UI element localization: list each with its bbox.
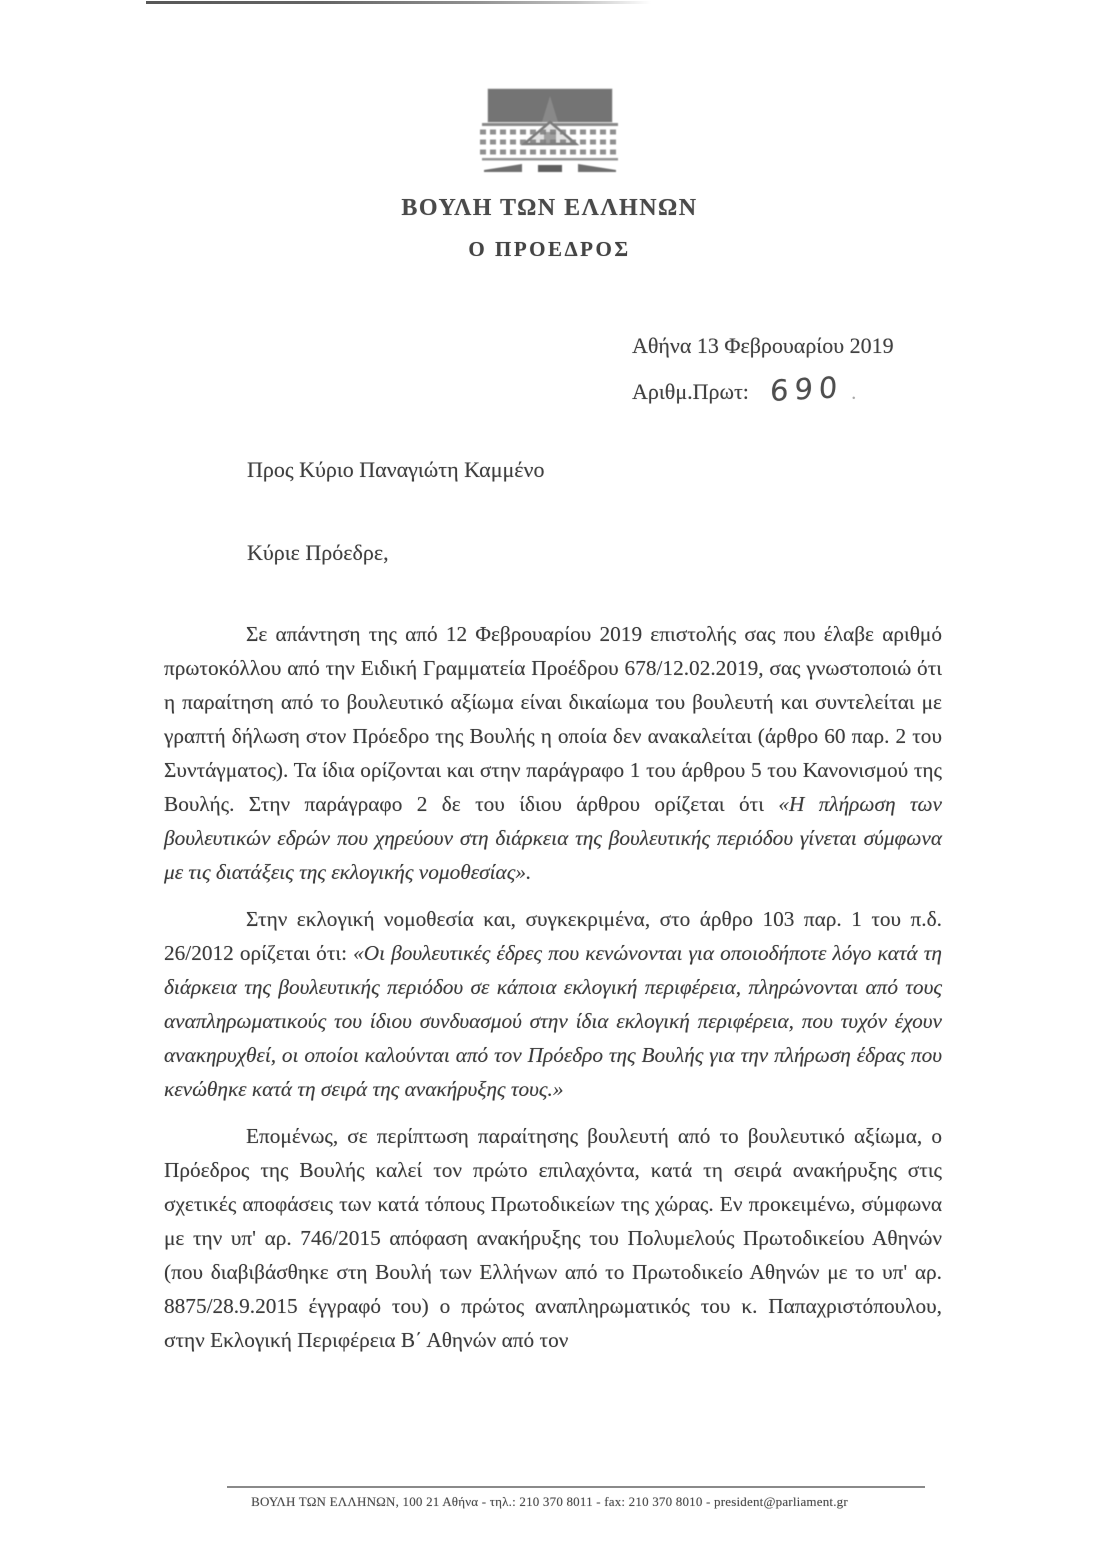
body-paragraph bbox=[164, 1119, 942, 1357]
protocol-number-handwritten: 690 bbox=[769, 370, 845, 408]
quoted-statute-text: «Οι βουλευτικές έδρες που κενώνονται για οποιοδήποτε λόγο κατά τη διάρκεια της βουλευτικής περιόδου σε κάποια εκλογική περιφέρεια, πληρώνονται από τους αναπληρωματικούς του ίδιου συνδυασμού στην ίδια εκλογική περιφέρεια, που τυχόν έχουν ανακηρυχθεί, οι οποίοι καλούνται από τον Πρόεδρο της Βουλής για την πλήρωση έδρας που κενώθηκε κατά τη σειρά της ανακήρυξης τους.» bbox=[164, 941, 942, 1101]
scan-artifact-line bbox=[146, 1, 651, 4]
body-paragraph bbox=[164, 617, 942, 889]
salutation: Κύριε Πρόεδρε, bbox=[247, 540, 389, 565]
sender-title: Ο ΠΡΟΕΔΡΟΣ bbox=[468, 237, 631, 261]
footer-contact-line: ΒΟΥΛΗ ΤΩΝ ΕΛΛΗΝΩΝ, 100 21 Αθήνα - τηλ.: 210 370 8011 - fax: 210 370 8010 - president@parliament.gr bbox=[251, 1494, 848, 1509]
protocol-suffix-dot: . bbox=[851, 382, 857, 404]
recipient-line: Προς Κύριο Παναγιώτη Καμμένο bbox=[247, 457, 545, 482]
protocol-label: Αριθμ.Πρωτ: bbox=[632, 379, 749, 404]
letter-body bbox=[164, 617, 942, 1370]
date-protocol-block bbox=[632, 333, 894, 406]
parliament-emblem-icon bbox=[474, 86, 626, 180]
paragraph-text: Επομένως, σε περίπτωση παραίτησης βουλευτή από το βουλευτικό αξίωμα, ο Πρόεδρος της Βουλής καλεί τον πρώτο επιλαχόντα, κατά τη σειρά ανακήρυξης στις σχετικές αποφάσεις των κατά τόπους Πρωτοδικείων της χώρας. Εν προκειμένω, σύμφωνα με την υπ' αρ. 746/2015 απόφαση ανακήρυξης του Πολυμελούς Πρωτοδικείου Αθηνών (που διαβιβάσθηκε στη Βουλή των Ελλήνων από το Πρωτοδικείο Αθηνών με το υπ' αρ. 8875/28.9.2015 έγγραφό του) ο πρώτος αναπληρωματικός του κ. Παπαχριστόπουλου, στην Εκλογική Περιφέρεια Β΄ Αθηνών από τον bbox=[164, 1124, 942, 1352]
body-paragraph bbox=[164, 902, 942, 1106]
protocol-line bbox=[632, 372, 894, 406]
paragraph-text: Στην εκλογική νομοθεσία και, συγκεκριμένα, στο άρθρο 103 παρ. 1 του π.δ. 26/2012 ορίζεται ότι: bbox=[164, 907, 942, 965]
letterhead bbox=[0, 86, 1099, 262]
organization-name: ΒΟΥΛΗ ΤΩΝ ΕΛΛΗΝΩΝ bbox=[401, 195, 698, 221]
paragraph-text: Σε απάντηση της από 12 Φεβρουαρίου 2019 επιστολής σας που έλαβε αριθμό πρωτοκόλλου από την Ειδική Γραμματεία Προέδρου 678/12.02.2019, σας γνωστοποιώ ότι η παραίτηση από το βουλευτικό αξίωμα είναι δικαίωμα του βουλευτή και συντελείται με γραπτή δήλωση στον Πρόεδρο της Βουλής η οποία δεν ανακαλείται (άρθρο 60 παρ. 2 του Συντάγματος). Τα ίδια ορίζονται και στην παράγραφο 1 του άρθρου 5 του Κανονισμού της Βουλής. Στην παράγραφο 2 δε του ίδιου άρθρου ορίζεται ότι bbox=[164, 622, 942, 816]
quoted-statute-text: «Η πλήρωση των βουλευτικών εδρών που χηρεύουν στη διάρκεια της βουλευτικής περιόδου γίνεται σύμφωνα με τις διατάξεις της εκλογικής νομοθεσίας». bbox=[164, 792, 942, 884]
place-date-line: Αθήνα 13 Φεβρουαρίου 2019 bbox=[632, 333, 894, 358]
footer-divider bbox=[227, 1486, 925, 1488]
